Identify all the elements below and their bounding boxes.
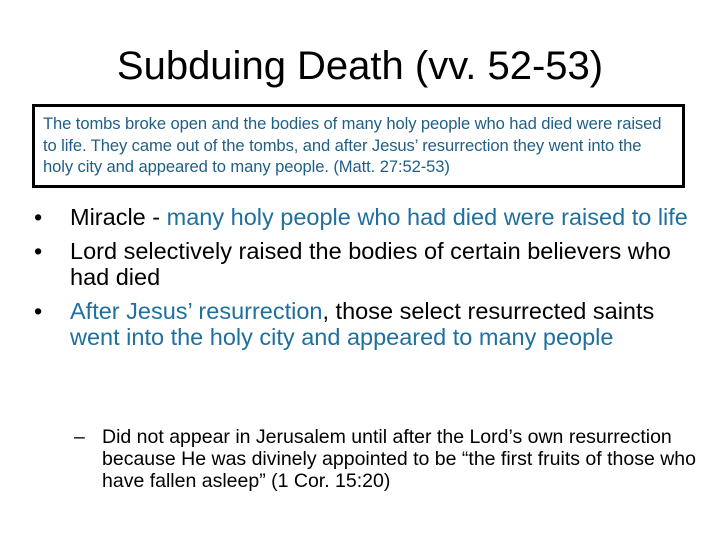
bullet-marker: • bbox=[34, 298, 43, 324]
bullet-text: Lord selectively raised the bodies of certain believers who had died bbox=[70, 238, 671, 290]
sub-bullet-marker: – bbox=[74, 426, 85, 448]
bullet-item bbox=[34, 298, 694, 350]
bullet-item bbox=[34, 204, 694, 230]
scripture-quote-box bbox=[32, 104, 685, 188]
bullet-marker: • bbox=[34, 204, 43, 230]
bullet-highlight: After Jesus’ resurrection bbox=[70, 298, 323, 324]
bullet-item bbox=[34, 238, 694, 290]
bullet-text: Miracle - bbox=[70, 204, 167, 230]
bullet-list bbox=[34, 204, 694, 358]
bullet-marker: • bbox=[34, 238, 43, 264]
bullet-highlight: went into the holy city and appeared to many people bbox=[70, 324, 614, 350]
sub-bullet-text: Did not appear in Jerusalem until after the Lord’s own resurrection because He was divinely appointed to be “the first fruits of those who have fallen asleep” (1 Cor. 15:20) bbox=[102, 426, 696, 492]
sub-bullet bbox=[74, 426, 720, 492]
bullet-text: , those select resurrected saints bbox=[322, 298, 655, 324]
bullet-highlight: many holy people who had died were raised to life bbox=[166, 204, 688, 230]
slide-title: Subduing Death (vv. 52-53) bbox=[116, 44, 604, 88]
scripture-quote-text: The tombs broke open and the bodies of many holy people who had died were raised to life. They came out of the tombs, and after Jesus’ resurrection they went into the holy city and appeared to many people. (Matt. 27:52-53) bbox=[43, 114, 662, 176]
